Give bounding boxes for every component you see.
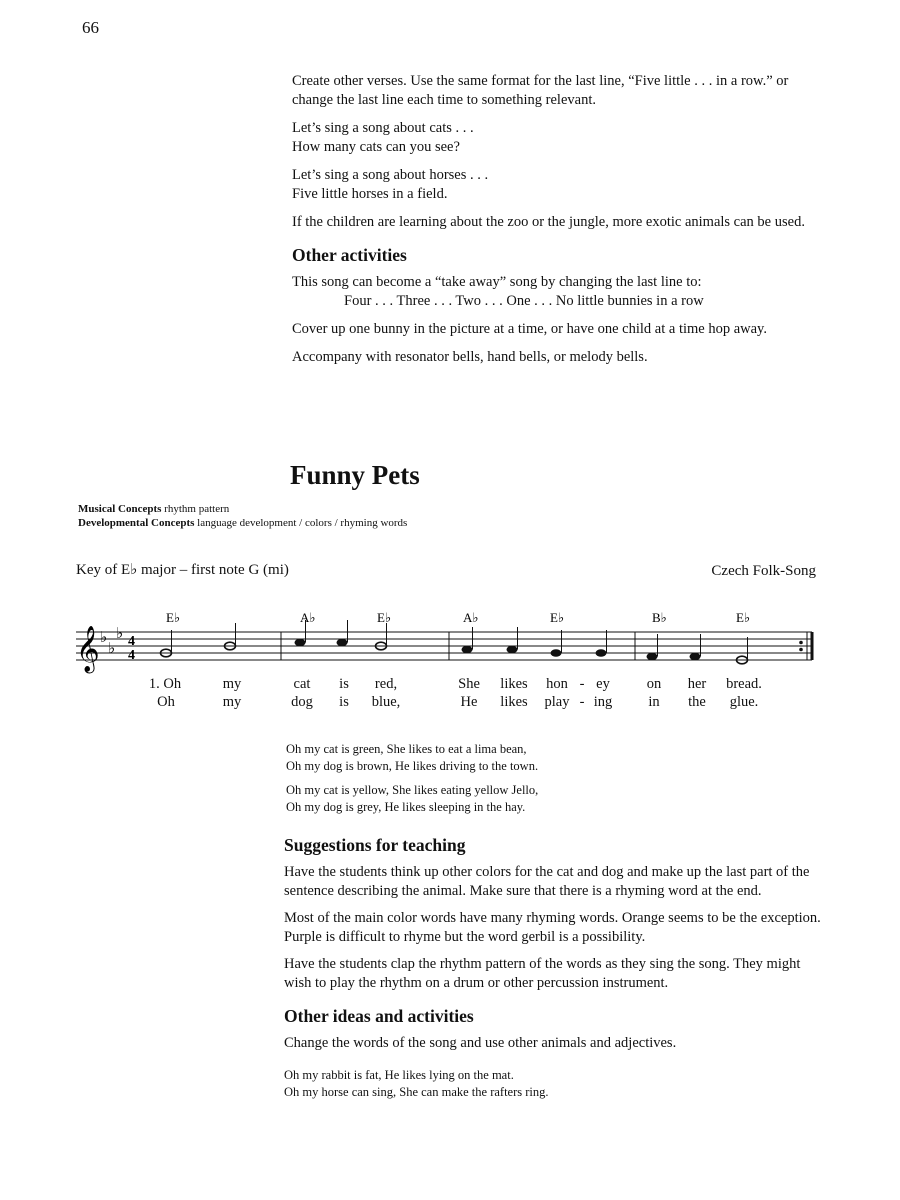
lyrics (70, 676, 830, 716)
chord-symbol: A♭ (463, 610, 479, 625)
lower-section (284, 836, 829, 1109)
chord-symbol: E♭ (550, 610, 565, 625)
lyric-syllable: bread. (726, 676, 762, 692)
suggestions-heading: Suggestions for teaching (284, 835, 466, 855)
lyric-syllable: dog (291, 694, 313, 710)
lyric-syllable: cat (293, 676, 311, 692)
note-g-quarter (551, 649, 562, 657)
song-credit: Czech Folk-Song (711, 563, 816, 579)
bells-activity: Accompany with resonator bells, hand bells, or melody bells. (292, 349, 648, 365)
lyric-syllable: my (222, 694, 242, 710)
note-ab-quarter (462, 646, 473, 654)
verse-3-line2: Oh my dog is grey, He likes sleeping in the hay. (286, 800, 526, 814)
verse-3-line1: Oh my cat is yellow, She likes eating yellow Jello, (286, 783, 539, 797)
take-away-line2: Four . . . Three . . . Two . . . One . . . No little bunnies in a row (344, 293, 704, 309)
svg-text:4: 4 (128, 634, 135, 649)
repeat-dot (799, 641, 803, 645)
lyric-syllable: play (544, 694, 570, 710)
lyric-syllable: my (222, 676, 242, 692)
lyric-syllable: He (460, 694, 478, 710)
ideas-examples (284, 1067, 829, 1101)
note-f-quarter (647, 653, 658, 661)
chord-symbol: B♭ (652, 610, 667, 625)
example-horses-line1: Let’s sing a song about horses . . . (292, 167, 489, 183)
example-horses-line2: Five little horses in a field. (292, 186, 448, 202)
developmental-concepts-value: language development / colors / rhyming words (197, 517, 408, 529)
svg-text:4: 4 (128, 648, 135, 663)
musical-concepts-value: rhythm pattern (164, 503, 230, 515)
ideas-example-line1: Oh my rabbit is fat, He likes lying on the mat. (284, 1068, 514, 1082)
zoo-paragraph: If the children are learning about the zoo or the jungle, more exotic animals can be used. (292, 214, 805, 230)
other-activities-heading: Other activities (292, 245, 407, 265)
suggestion-rhythm: Have the students clap the rhythm pattern of the words as they sing the song. They might wish to play the rhythm on a drum or other percussion instrument. (284, 956, 801, 991)
lyric-syllable: her (687, 676, 707, 692)
concepts (78, 502, 407, 530)
musical-concepts-label: Musical Concepts (78, 503, 162, 515)
example-cats (292, 119, 827, 157)
key-signature-text: Key of E♭ major – first note G (mi) (76, 562, 289, 578)
example-cats-line1: Let’s sing a song about cats . . . (292, 120, 474, 136)
verse-2-line2: Oh my dog is brown, He likes driving to the town. (286, 759, 539, 773)
repeat-dot (799, 648, 803, 652)
time-signature (128, 634, 135, 663)
suggestion-colors: Have the students think up other colors for the cat and dog and make up the last part of the sentence describing the animal. Make sure that there is a rhyming word at the end. (284, 864, 810, 899)
upper-section (292, 72, 827, 376)
lyric-syllable: ing (593, 694, 613, 710)
verse-instructions: Create other verses. Use the same format for the last line, “Five little . . . in a row.” or change the last line each time to something relevant. (292, 73, 789, 108)
ideas-example-line2: Oh my horse can sing, She can make the rafters ring. (284, 1085, 549, 1099)
note-f-quarter (690, 653, 701, 661)
music-staff (70, 608, 830, 676)
song-title: Funny Pets (290, 460, 420, 490)
chord-symbol: E♭ (736, 610, 751, 625)
chord-symbol: A♭ (300, 610, 316, 625)
staff-lines (76, 632, 812, 660)
lyric-syllable: 1. Oh (148, 676, 182, 692)
lyric-syllable: - (579, 694, 585, 710)
lyric-syllable: on (646, 676, 662, 692)
svg-text:♭: ♭ (108, 639, 116, 657)
musical-concepts (78, 502, 407, 516)
verse-2-line1: Oh my cat is green, She likes to eat a lima bean, (286, 742, 527, 756)
ideas-paragraph: Change the words of the song and use other animals and adjectives. (284, 1035, 677, 1051)
verse-2 (286, 741, 538, 775)
lyric-syllable: is (339, 676, 349, 692)
developmental-concepts (78, 516, 407, 530)
lyric-syllable: ey (596, 676, 610, 692)
lyric-syllable: glue. (729, 694, 759, 710)
suggestion-rhyming: Most of the main color words have many rhyming words. Orange seems to be the exception. Purple is difficult to rhyme but the word gerbil is a possibility. (284, 910, 821, 945)
svg-text:♭: ♭ (116, 624, 124, 642)
example-cats-line2: How many cats can you see? (292, 139, 460, 155)
extra-verses (286, 741, 538, 823)
lyric-syllable: the (688, 694, 706, 710)
lyric-syllable: in (648, 694, 660, 710)
lyric-syllable: red, (374, 676, 398, 692)
verse-3 (286, 782, 538, 816)
note-c-quarter (295, 639, 306, 647)
lyric-syllable: likes (500, 694, 528, 710)
other-ideas-heading: Other ideas and activities (284, 1006, 474, 1026)
lyric-syllable: Oh (157, 694, 175, 710)
lyric-syllable: likes (500, 676, 528, 692)
lyric-syllable: She (458, 676, 480, 692)
take-away-activity (292, 273, 827, 311)
page-number: 66 (82, 18, 99, 37)
note-g-quarter (596, 649, 607, 657)
developmental-concepts-label: Developmental Concepts (78, 517, 195, 529)
lyric-syllable: - (579, 676, 585, 692)
chord-symbol: E♭ (166, 610, 181, 625)
note-ab-quarter (507, 646, 518, 654)
key-signature-flats-icon (100, 624, 123, 657)
take-away-line1: This song can become a “take away” song by changing the last line to: (292, 274, 702, 290)
note-c-quarter (337, 639, 348, 647)
lyric-syllable: is (339, 694, 349, 710)
treble-clef-icon: 𝄞 (76, 626, 100, 672)
cover-bunny-activity: Cover up one bunny in the picture at a time, or have one child at a time hop away. (292, 321, 767, 337)
lyric-syllable: blue, (371, 694, 401, 710)
lyric-syllable: hon (546, 676, 568, 692)
example-horses (292, 166, 827, 204)
chord-symbol: E♭ (377, 610, 392, 625)
svg-text:♭: ♭ (100, 628, 108, 646)
